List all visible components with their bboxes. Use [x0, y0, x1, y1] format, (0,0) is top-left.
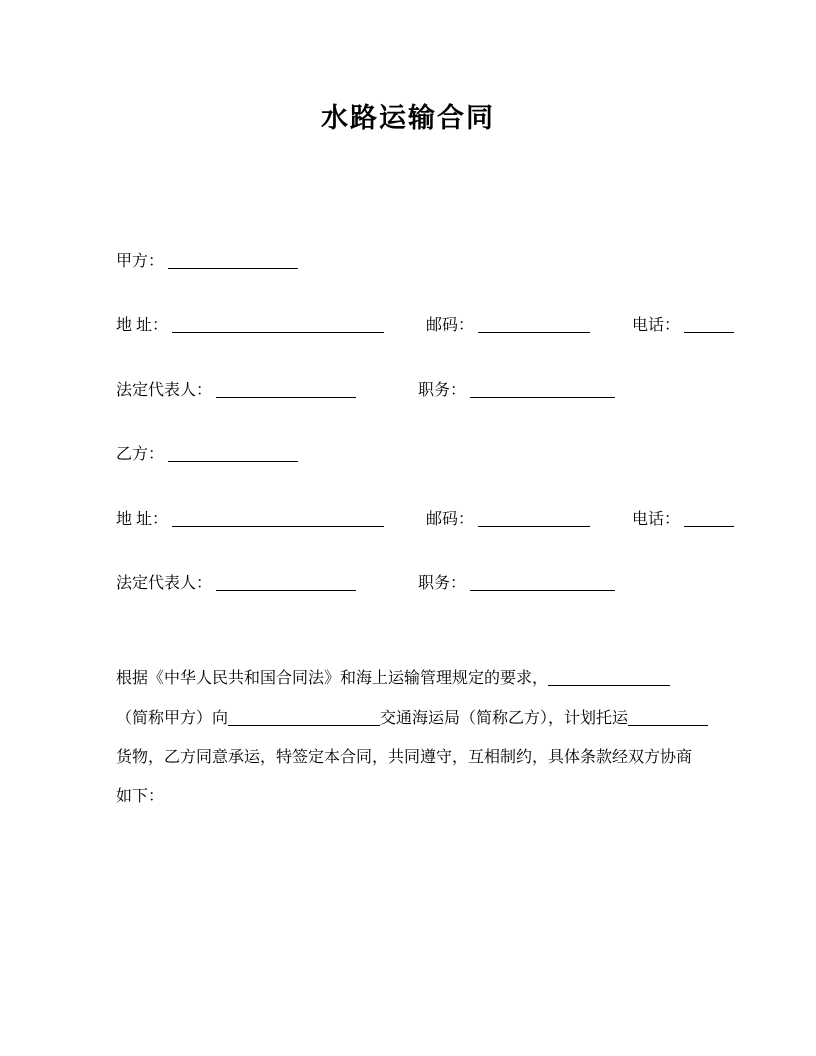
party-b-address-field[interactable]	[172, 511, 384, 527]
party-a-postcode-field[interactable]	[478, 317, 590, 333]
party-b-position-label: 职务：	[418, 574, 467, 592]
party-a-legalrep-row	[116, 380, 712, 402]
party-b-postcode-field[interactable]	[478, 511, 590, 527]
party-b-legalrep-row	[116, 573, 712, 595]
preamble-blank-2[interactable]	[228, 710, 380, 726]
party-b-name-label: 乙方：	[116, 446, 165, 464]
preamble-blank-1[interactable]	[548, 670, 670, 686]
preamble-text-1: 根据《中华人民共和国合同法》和海上运输管理规定的要求，	[116, 670, 549, 688]
preamble-text-3: 交通海运局（简称乙方），计划托运	[380, 709, 629, 727]
preamble-line-4: 如下：	[116, 787, 165, 805]
party-a-postcode-label: 邮码：	[426, 317, 475, 335]
party-a-phone-field[interactable]	[684, 317, 734, 333]
party-a-phone-label: 电话：	[632, 317, 681, 335]
party-a-address-row	[116, 315, 712, 337]
parties-section	[0, 251, 816, 595]
preamble-blank-3[interactable]	[628, 710, 708, 726]
preamble-text-2: （简称甲方）向	[116, 709, 229, 727]
page-title: 水路运输合同	[321, 103, 495, 133]
party-a-legalrep-field[interactable]	[216, 382, 356, 398]
party-b-postcode-label: 邮码：	[426, 510, 475, 528]
party-a-name-label: 甲方：	[116, 253, 165, 270]
party-a-position-field[interactable]	[470, 382, 615, 398]
party-a-position-label: 职务：	[418, 381, 467, 399]
party-b-address-row	[116, 509, 712, 531]
party-b-name-row	[116, 444, 712, 466]
party-b-legalrep-label: 法定代表人：	[116, 574, 213, 592]
party-b-address-label: 地 址：	[116, 510, 169, 528]
party-b-phone-label: 电话：	[632, 510, 681, 528]
party-a-legalrep-label: 法定代表人：	[116, 381, 213, 399]
party-a-name-row	[116, 251, 712, 273]
party-b-phone-field[interactable]	[684, 511, 734, 527]
party-a-name-field[interactable]	[168, 253, 298, 269]
preamble-section	[0, 659, 816, 816]
party-b-name-field[interactable]	[168, 446, 298, 462]
party-a-address-field[interactable]	[172, 317, 384, 333]
preamble-line-1	[116, 659, 712, 698]
party-b-legalrep-field[interactable]	[216, 575, 356, 591]
party-b-position-field[interactable]	[470, 575, 615, 591]
preamble-line-2	[116, 699, 712, 738]
party-a-address-label: 地 址：	[116, 317, 169, 335]
preamble-line-3: 货物，乙方同意承运，特签定本合同，共同遵守，互相制约，具体条款经双方协商	[116, 748, 693, 766]
